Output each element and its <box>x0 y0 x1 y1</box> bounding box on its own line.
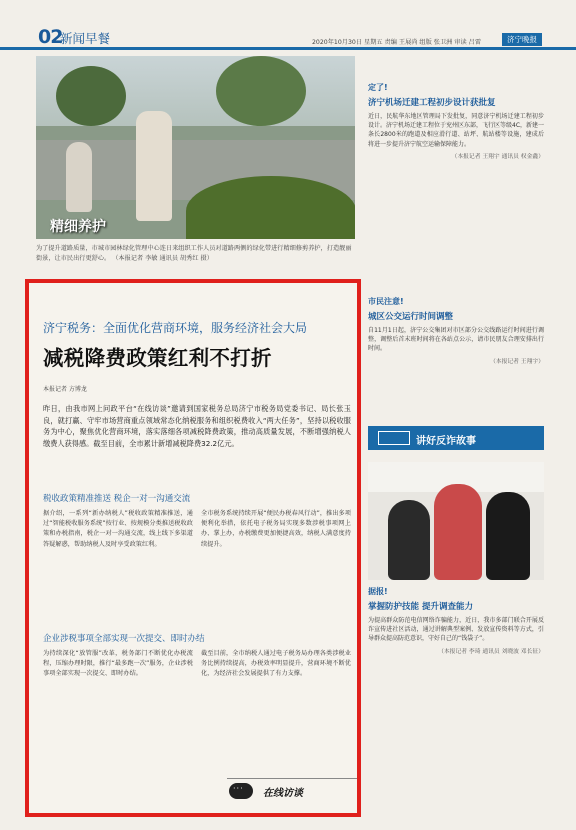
brief-sign: （本报记者 李琦 通讯员 刘晓波 邓长征） <box>438 648 544 655</box>
page-header <box>0 0 576 50</box>
brief-title: 掌握防护技能 提升调查能力 <box>368 602 473 612</box>
page-section-name: 新闻早餐 <box>60 31 111 46</box>
anti-fraud-banner <box>368 426 544 450</box>
brief-title: 城区公交运行时间调整 <box>368 312 454 322</box>
photo-description <box>36 244 355 263</box>
article-title: 减税降费政策红利不打折 <box>43 346 272 370</box>
newspaper-logo: 济宁晚报 <box>502 33 542 46</box>
page-number: 02 <box>38 26 63 48</box>
chat-bubble-icon <box>229 783 253 799</box>
article-kicker: 济宁税务：全面优化营商环境，服务经济社会大局 <box>43 321 308 335</box>
brief-head: 市民注意! <box>368 297 404 306</box>
section-column: 截至目前，全市纳税人通过电子税务局办理各类涉税业务比例持续提高，办税效率明显提升，营商环境不断优化，为经济社会发展提供了有力支撑。 <box>201 650 351 678</box>
section-heading: 企业涉税事项全部实现一次提交、即时办结 <box>43 634 205 644</box>
photo-description-text: 为了提升道路质量，市城市园林绿化管理中心连日来组织工作人员对道路两侧的绿化带进行精细修剪养护，打造靓丽街景，让市民出行更舒心。 <box>36 245 352 262</box>
brief-sign: （本报记者 王翔宇 通讯员 权金鑫） <box>451 153 544 160</box>
news-brief-bus <box>368 296 544 365</box>
brief-title: 济宁机场迁建工程初步设计获批复 <box>368 98 496 108</box>
brief-body: 自11月1日起，济宁公交集团对市区部分公交线路运行时间进行调整，调整后首末班时间将在各站点公示，请市民朋友合理安排出行时间。 <box>368 327 544 353</box>
news-brief-antifraud <box>368 586 544 655</box>
section-columns <box>43 649 351 680</box>
anti-fraud-photo <box>368 462 544 580</box>
section-column: 据介绍，一系列“新办纳税人”税收政策精准推送，通过“智能税收服务系统”按行业、按规模分类推送税收政策和办税指南，税企一对一沟通交流，线上线下多渠道答疑解惑，帮助纳税人及时享受政策红利。 <box>43 510 193 548</box>
online-interview-tag <box>227 778 357 802</box>
photo-caption: 精细养护 <box>50 219 106 235</box>
featured-article <box>25 279 361 817</box>
brief-body: 近日，民航华东地区管理局下发批复，同意济宁机场迁建工程初步设计。济宁机场迁建工程位于兖州区东部，飞行区等级4C，新建一条长2800米的跑道及相应滑行道、站坪、航站楼等设施，建成后将进一步提升济宁航空运输保障能力。 <box>368 113 545 148</box>
section-heading: 税收政策精准推送 税企一对一沟通交流 <box>43 494 191 504</box>
section-columns <box>43 509 351 550</box>
brief-sign: （本报记者 王翔宇） <box>489 358 544 365</box>
brief-body: 为提高群众防范电信网络诈骗能力，近日，我市多部门联合开展反诈宣传进社区活动，通过讲解典型案例、发放宣传资料等方式，引导群众提高防范意识，守好自己的“钱袋子”。 <box>368 617 544 643</box>
brief-head: 定了! <box>368 83 388 92</box>
tag-label: 在线访谈 <box>263 788 303 799</box>
article-byline: 本报记者 方博龙 <box>43 386 87 393</box>
banner-label: 讲好反诈故事 <box>416 436 476 447</box>
banner-icon <box>378 431 410 445</box>
section-column: 为持续深化“放管服”改革，税务部门不断优化办税流程，压缩办理时限，推行“最多跑一次”服务，企业涉税事项全部实现一次提交、即时办结。 <box>43 650 193 678</box>
news-brief-airport <box>368 82 544 160</box>
brief-head: 据报! <box>368 587 388 596</box>
section-column: 全市税务系统持续开展“便民办税春风行动”，推出多项便利化举措，依托电子税务局实现多数涉税事项网上办、掌上办，办税缴费更加便捷高效，纳税人满意度持续提升。 <box>201 510 351 548</box>
photo-credit: （本报记者 李敏 通讯员 胡秀红 摄） <box>112 254 213 262</box>
article-lead: 昨日，由我市网上问政平台“在线访谈”邀请到国家税务总局济宁市税务局党委书记、局长张玉良，就打赢、守牢市场营商重点领域常态化纳税服务和组织税费收入“两大任务”，坚持以税收服务为中心，聚焦优化营商环境，落实落细各项减税降费政策，推动高质量发展，不断增强纳税人缴费人获得感。截至目前，全市累计新增减税降费32.2亿元。 <box>43 404 351 448</box>
top-news-photo <box>36 56 355 239</box>
page-meta: 2020年10月30日 星期五 责编 王展尚 组版 张卫洲 审读 吕雷 <box>312 39 482 46</box>
